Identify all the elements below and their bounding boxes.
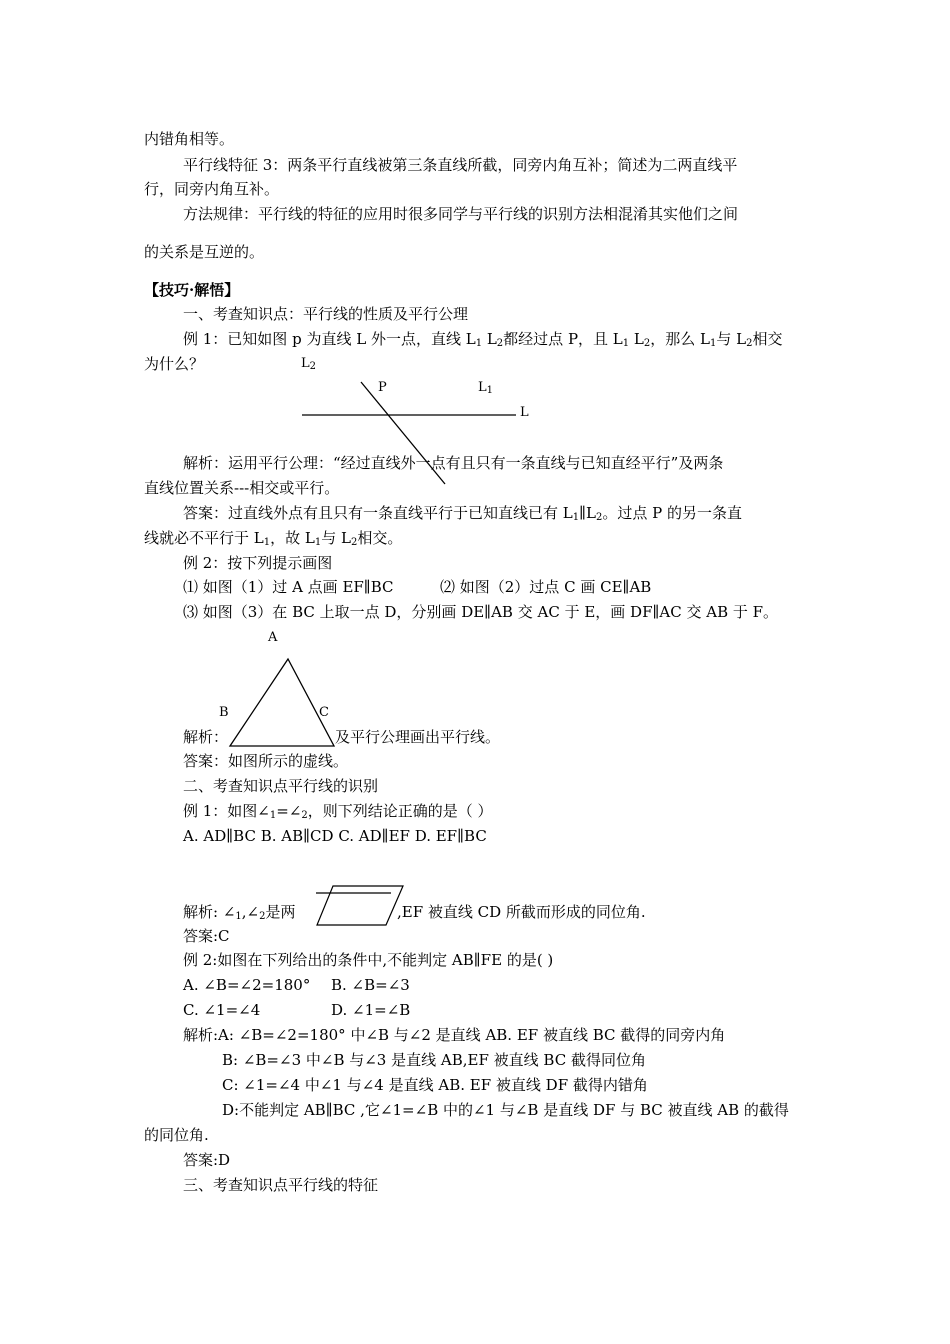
answer-1-cont: 线就必不平行于 $L_1$，故 $L_1$与 $L_2$相交。 <box>144 529 403 548</box>
heading-part2: 二、考查知识点平行线的识别 <box>183 777 379 795</box>
example-2-item-3: ⑶ 如图（3）在 BC 上取一点 D，分别画 DE∥AB 交 AC 于 E，画 DF∥AC 交 AB 于 F。 <box>183 603 779 621</box>
analysis-A: 解析:A: ∠B=∠2=180° 中∠B 与∠2 是直线 AB. EF 被直线 BC 截得的同旁内角 <box>183 1026 726 1044</box>
analysis-C: C: ∠1=∠4 中∠1 与∠4 是直线 AB. EF 被直线 DF 截得内错角 <box>222 1076 648 1094</box>
analysis-2-tail: 及平行公理画出平行线。 <box>335 728 501 746</box>
answer-1: 答案：过直线外点有且只有一条直线平行于已知直线已有 $L_1\parallel L_2$。过点 P 的另一条直 <box>183 504 743 523</box>
label-P: P <box>378 380 387 395</box>
text-line: 行，同旁内角互补。 <box>144 180 280 198</box>
label-L: L <box>520 405 529 420</box>
analysis-1-cont: 直线位置关系---相交或平行。 <box>144 479 340 497</box>
analysis-D: D:不能判定 AB∥BC ,它∠1=∠B 中的∠1 与∠B 是直线 DF 与 BC 被直线 AB 的截得 <box>222 1101 789 1119</box>
part2-example-1-options: A. AD∥BC B. AB∥CD C. AD∥EF D. EF∥BC <box>183 827 487 845</box>
analysis-B: B: ∠B=∠3 中∠B 与∠3 是直线 AB,EF 被直线 BC 截得同位角 <box>222 1051 646 1069</box>
text-line: 方法规律：平行线的特征的应用时很多同学与平行线的识别方法相混淆其实他们之间 <box>183 205 739 223</box>
parallelogram <box>317 886 403 925</box>
text-line: 平行线特征 3：两条平行直线被第三条直线所截，同旁内角互补；简述为二两直线平 <box>183 156 738 174</box>
part2-example-1: 例 1：如图$\angle_1=\angle_2$，则下列结论正确的是（ ） <box>183 802 493 821</box>
label-L2: $L_2$ <box>301 356 317 372</box>
heading-part3: 三、考查知识点平行线的特征 <box>183 1176 379 1194</box>
text-line: 内错角相等。 <box>144 130 235 148</box>
option-D: D. ∠1=∠B <box>331 1001 411 1019</box>
analysis-1: 解析：运用平行公理：“经过直线外一点有且只有一条直线与已知直经平行”及两条 <box>183 454 724 472</box>
example-1-question-line2: 为什么？ <box>144 355 205 373</box>
example-2-item-2: ⑵ 如图（2）过点 C 画 CE∥AB <box>440 578 652 596</box>
example-2-item-1: ⑴ 如图（1）过 A 点画 EF∥BC <box>183 578 394 596</box>
analysis-2: 解析： <box>183 728 229 746</box>
part2-analysis-1-tail: ,EF 被直线 CD 所截而形成的同位角. <box>397 903 646 921</box>
option-A: A. ∠B=∠2=180° <box>183 976 311 994</box>
label-A: A <box>268 630 278 645</box>
analysis-D-cont: 的同位角. <box>144 1126 209 1144</box>
example-1-question: 例 1：已知如图 p 为直线 L 外一点，直线 $L_1$ $L_2$都经过点 P，且 $L_1$ $L_2$，那么 $L_1$与 $L_2$相交 <box>183 330 783 349</box>
part2-answer-1: 答案:C <box>183 927 230 945</box>
triangle-abc <box>230 659 334 746</box>
text-line: 的关系是互逆的。 <box>144 243 265 261</box>
label-C: C <box>319 705 329 720</box>
label-B: B <box>219 705 229 720</box>
option-B: B. ∠B=∠3 <box>331 976 410 994</box>
section-header: 【技巧·解悟】 <box>144 281 240 299</box>
option-C: C. ∠1=∠4 <box>183 1001 261 1019</box>
part2-answer-2: 答案:D <box>183 1151 231 1169</box>
example-2: 例 2：按下列提示画图 <box>183 554 333 572</box>
label-L1: $L_1$ <box>478 380 494 396</box>
answer-2: 答案：如图所示的虚线。 <box>183 752 349 770</box>
heading-part1: 一、考查知识点：平行线的性质及平行公理 <box>183 305 469 323</box>
part2-analysis-1: 解析: $\angle_1,\angle_2$是两 <box>183 903 296 922</box>
part2-example-2: 例 2:如图在下列给出的条件中,不能判定 AB∥FE 的是( ) <box>183 951 554 969</box>
